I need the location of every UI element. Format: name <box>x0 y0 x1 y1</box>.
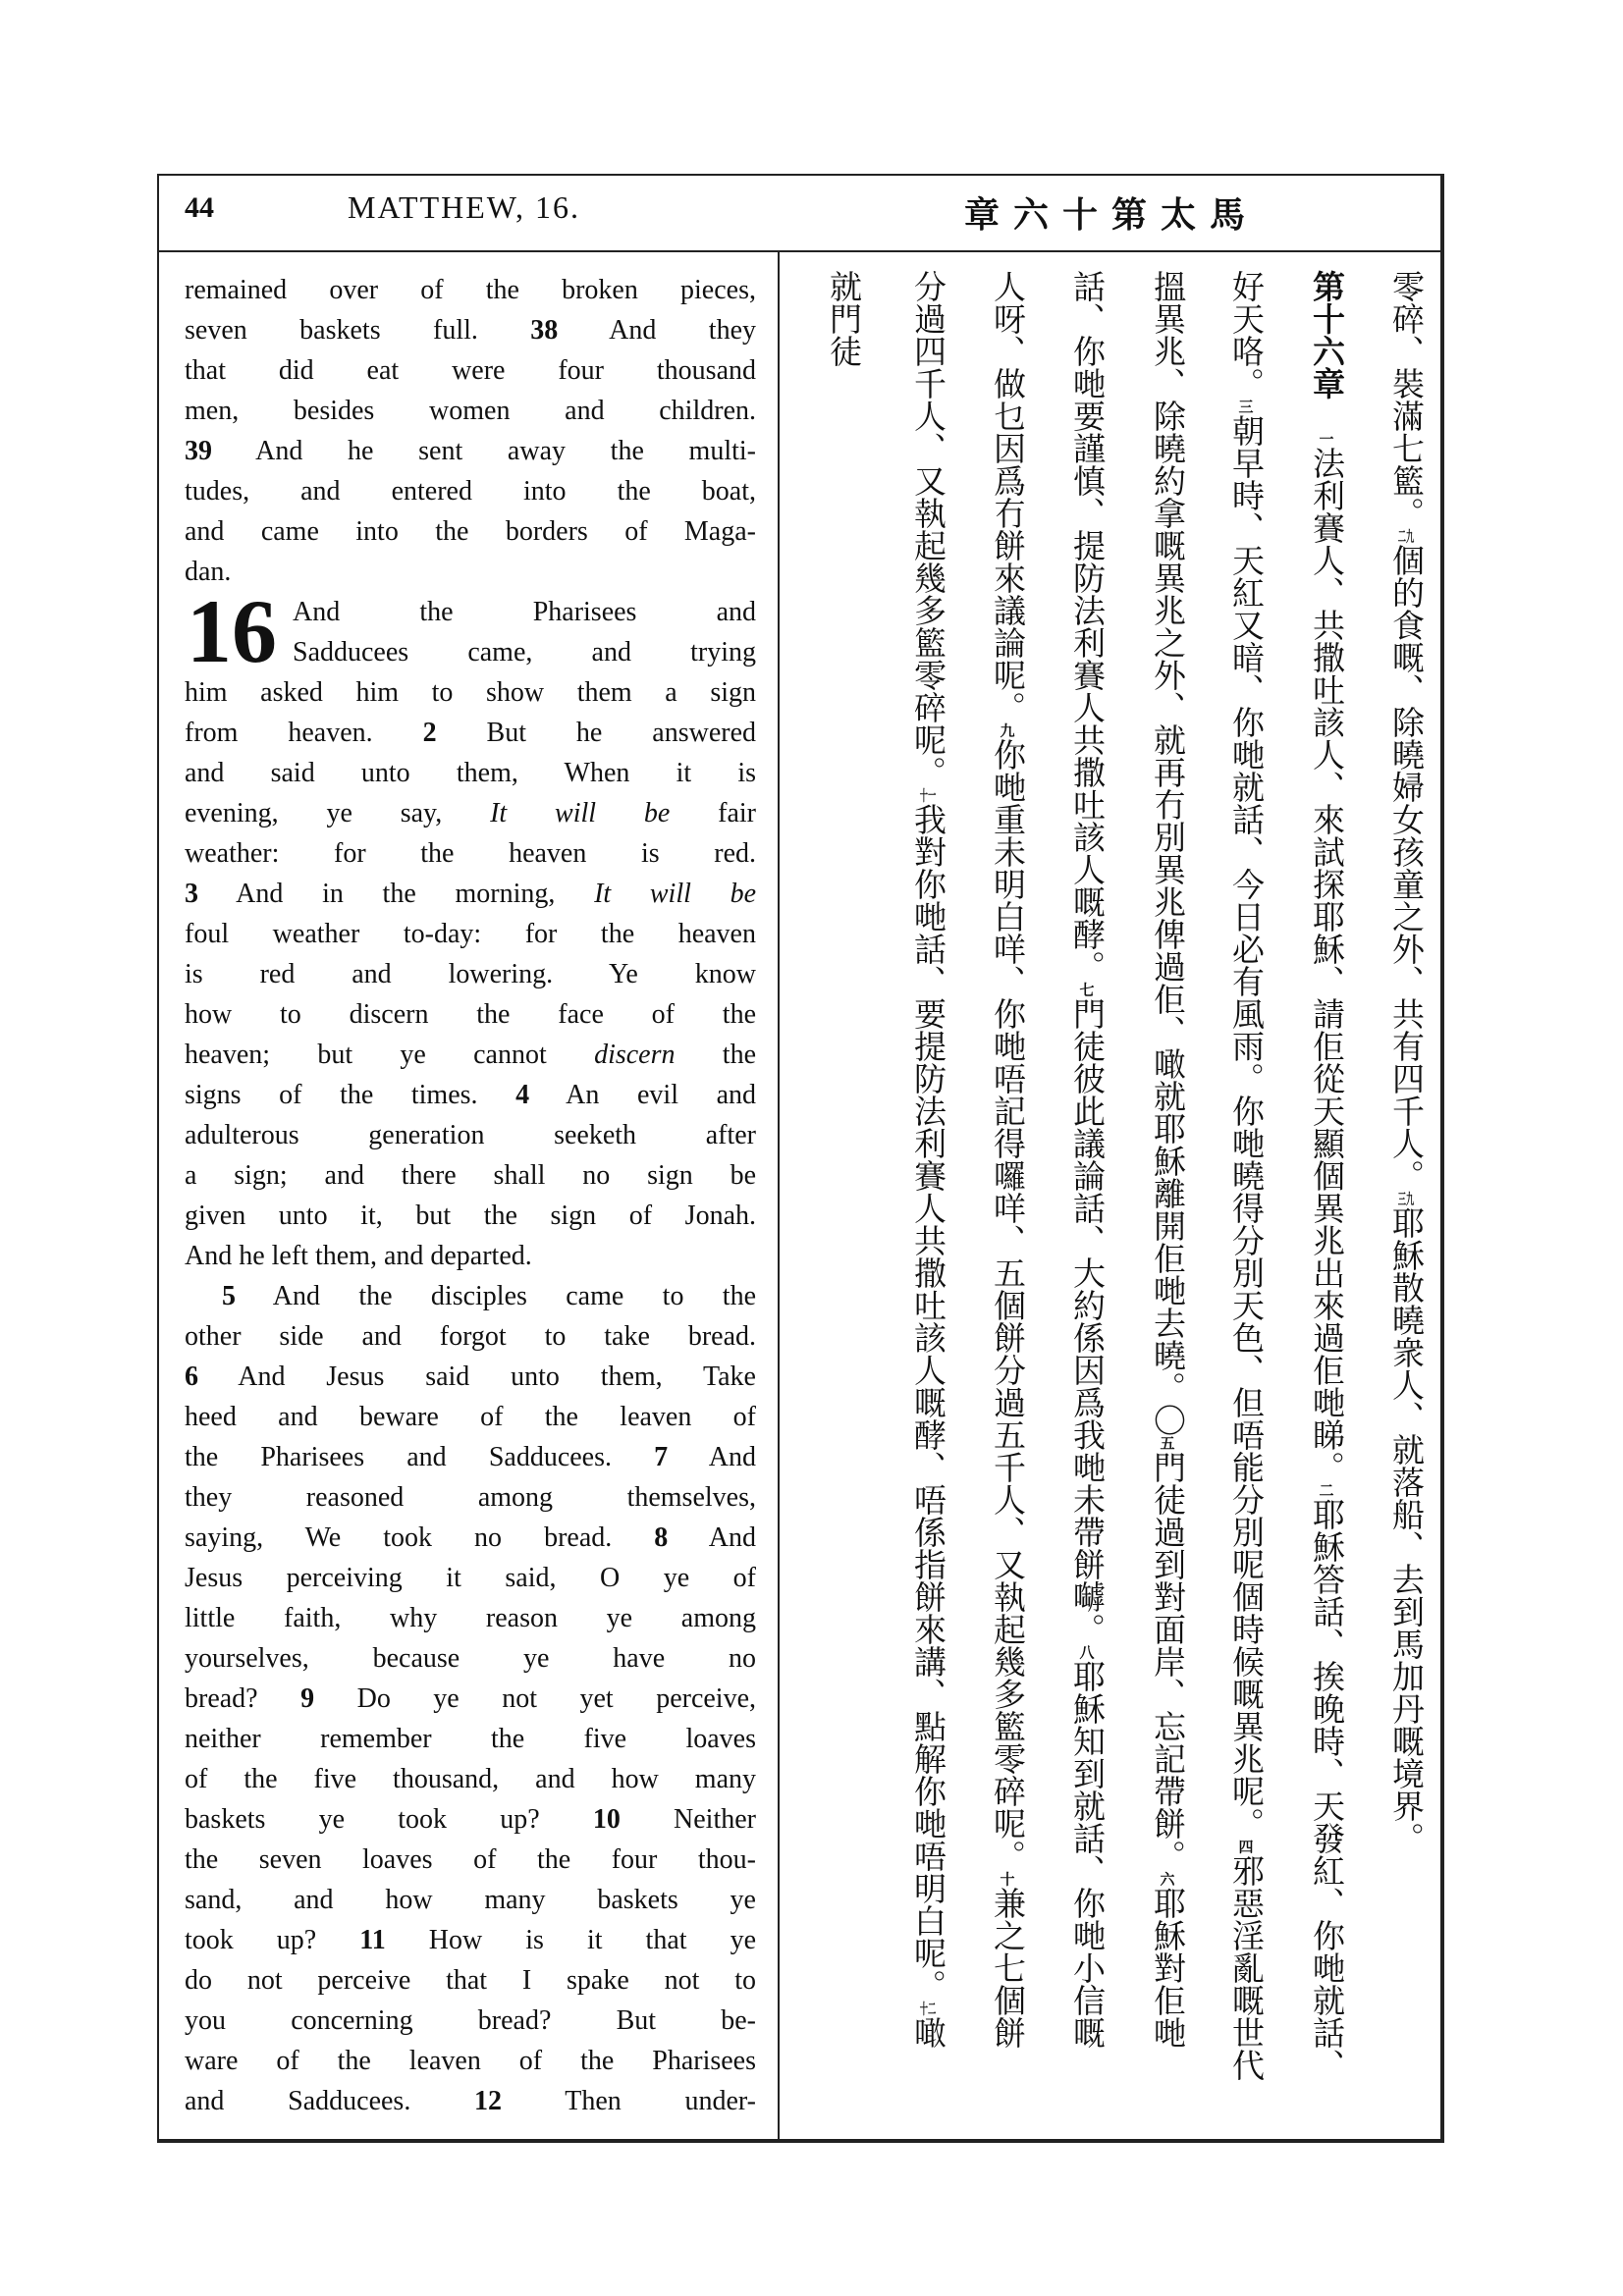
text-segment: 兼之七個餅 <box>989 1887 1027 2049</box>
text-line <box>185 1155 756 1196</box>
verse-number: 5 <box>222 1281 236 1311</box>
text-line <box>185 1276 756 1316</box>
verse-number: 五 <box>1160 1436 1175 1451</box>
verse-number: 六 <box>1160 1872 1175 1887</box>
chinese-column <box>1377 270 1435 1854</box>
text-segment: other side and forgot to take bread. <box>185 1321 756 1352</box>
chinese-running-title: 馬太第十六章 <box>964 195 1260 236</box>
text-segment: weather: for the heaven is red. <box>185 838 756 869</box>
text-segment: evening, ye say, <box>185 798 491 828</box>
text-segment: 好天咯。 <box>1227 270 1266 400</box>
text-segment: the <box>675 1040 756 1070</box>
text-segment: 邪惡淫亂嘅世代 <box>1227 1854 1266 2081</box>
text-segment: 我對你哋話、要提防法利賽人共撒吐該人嘅酵、唔係指餅來講、點解你哋唔明白呢。 <box>909 803 947 2002</box>
text-line <box>185 833 756 874</box>
text-segment: neither remember the five loaves <box>185 1724 756 1754</box>
text-segment: bread? <box>185 1683 301 1714</box>
verse-number: 38 <box>530 315 559 346</box>
english-text-column <box>185 270 756 2121</box>
text-line <box>185 1437 756 1477</box>
text-segment: Do ye not yet perceive, <box>314 1683 757 1714</box>
text-segment: him asked him to show them a sign <box>185 677 756 708</box>
text-segment: how to discern the face of the <box>185 999 756 1030</box>
text-segment: Then under- <box>502 2086 756 2116</box>
text-line <box>185 2001 756 2041</box>
text-segment: they reasoned among themselves, <box>185 1482 756 1513</box>
text-line <box>185 994 756 1035</box>
text-line <box>185 1397 756 1437</box>
text-segment: baskets ye took up? <box>185 1804 593 1835</box>
text-segment: and came into the borders of Maga- <box>185 516 756 547</box>
text-segment: And he left them, and departed. <box>185 1241 532 1271</box>
text-segment: little faith, why reason ye among <box>185 1603 756 1633</box>
text-segment: fair <box>670 798 756 828</box>
text-segment: 個的食嘅、除曉婦女孩童之外、共有四千人。 <box>1387 544 1426 1192</box>
text-segment: heed and beware of the leaven of <box>185 1402 756 1432</box>
text-segment: foul weather to-day: for the heaven <box>185 919 756 949</box>
text-line <box>185 793 756 833</box>
text-line <box>185 1477 756 1518</box>
text-segment: 分過四千人、又執起幾多籃零碎呢。 <box>909 270 947 788</box>
text-segment: do not perceive that I spake not to <box>185 1965 756 1996</box>
text-segment: from heaven. <box>185 718 423 748</box>
chinese-column <box>1297 270 1356 2081</box>
text-line <box>185 1035 756 1075</box>
text-segment: remained over of the broken pieces, <box>185 275 756 305</box>
text-line <box>185 713 756 753</box>
text-segment: ware of the leaven of the Pharisees <box>185 2046 756 2076</box>
text-segment: 耶穌答話、挨晚時、天發紅、你哋就話、 <box>1308 1498 1346 2081</box>
verse-number: 12 <box>474 2086 503 2116</box>
chapter-number-dropcap: 16 <box>187 581 277 681</box>
text-segment: 耶穌散曉衆人、就落船、去到馬加丹嘅境界。 <box>1387 1206 1426 1854</box>
chinese-column <box>1138 270 1197 2049</box>
text-line <box>185 471 756 511</box>
text-line <box>185 2081 756 2121</box>
text-segment <box>1308 400 1346 432</box>
english-running-title: MATTHEW, 16. <box>348 189 581 225</box>
text-line <box>185 350 756 391</box>
chinese-column <box>978 270 1037 2049</box>
text-line <box>185 1960 756 2001</box>
text-segment: Sadducees came, and trying <box>293 637 756 667</box>
text-segment: the Pharisees and Sadducees. <box>185 1442 655 1472</box>
text-segment: 法利賽人、共撒吐該人、來試探耶穌、請佢從天顯個異兆出來過佢哋睇。 <box>1308 447 1346 1483</box>
text-segment: a sign; and there shall no sign be <box>185 1160 756 1191</box>
column-divider <box>778 250 780 2139</box>
text-segment: It will be <box>594 879 757 909</box>
verse-number: 二 <box>1319 1483 1334 1498</box>
text-line <box>185 1518 756 1558</box>
text-line <box>185 1719 756 1759</box>
text-segment: And the Pharisees and <box>293 597 756 627</box>
verse-number: 八 <box>1079 1645 1095 1660</box>
text-segment: And they <box>558 315 756 346</box>
text-segment: 話、你哋要謹慎、提防法利賽人共撒吐該人嘅酵。 <box>1068 270 1107 983</box>
text-segment: 你哋重未明白咩、你哋唔記得囉咩、五個餅分過五千人、又執起幾多籃零碎呢。 <box>989 738 1027 1872</box>
chinese-column <box>1217 270 1275 2081</box>
text-segment: 零碎、裝滿七籃。 <box>1387 270 1426 529</box>
text-segment: signs of the times. <box>185 1080 516 1110</box>
text-segment: and said unto them, When it is <box>185 758 756 788</box>
text-segment: dan. <box>185 557 232 587</box>
verse-number: 8 <box>654 1522 669 1553</box>
text-line <box>185 753 756 793</box>
verse-number: 7 <box>654 1442 669 1472</box>
text-line <box>185 1840 756 1880</box>
verse-number: 4 <box>515 1080 530 1110</box>
text-segment: men, besides women and children. <box>185 396 756 426</box>
text-segment: the seven loaves of the four thou- <box>185 1844 756 1875</box>
verse-number: 39 <box>185 436 212 466</box>
text-segment: 門徒彼此議論話、大約係因爲我哋未帶餅嚹。 <box>1068 997 1107 1645</box>
text-segment: heaven; but ye cannot <box>185 1040 595 1070</box>
page-number: 44 <box>185 191 214 224</box>
text-segment: 噉 <box>909 2016 947 2049</box>
text-segment: And the disciples came to the <box>236 1281 756 1311</box>
chinese-column <box>814 270 873 367</box>
text-segment: 就門徒 <box>825 270 863 367</box>
verse-number: 11 <box>359 1925 386 1955</box>
text-segment: took up? <box>185 1925 360 1955</box>
text-segment: 人呀、做乜因爲冇餅來議論呢。 <box>989 270 1027 723</box>
text-segment: And Jesus said unto them, Take <box>198 1362 756 1392</box>
text-line <box>185 1638 756 1679</box>
verse-number: 6 <box>185 1362 198 1392</box>
text-line <box>185 310 756 350</box>
chinese-column <box>898 270 957 2049</box>
verse-number: 二九 <box>1397 529 1415 544</box>
text-segment: seven baskets full. <box>185 315 531 346</box>
text-line <box>185 1759 756 1799</box>
text-segment: Jesus perceiving it said, O ye of <box>185 1563 756 1593</box>
chinese-column <box>1057 270 1116 2049</box>
text-segment: An evil and <box>529 1080 757 1110</box>
verse-number: 十二 <box>919 2002 937 2016</box>
text-segment: And he sent away the multi- <box>212 436 756 466</box>
text-line <box>185 2041 756 2081</box>
text-line <box>185 1799 756 1840</box>
text-line <box>185 1920 756 1960</box>
text-line <box>185 1316 756 1357</box>
text-segment: and Sadducees. <box>185 2086 475 2116</box>
text-line <box>185 954 756 994</box>
verse-number: 三 <box>1238 400 1254 414</box>
text-segment: Neither <box>620 1804 756 1835</box>
verse-number: 三九 <box>1397 1192 1415 1206</box>
text-segment: sand, and how many baskets ye <box>185 1885 756 1915</box>
text-segment: And <box>668 1522 756 1553</box>
text-segment: saying, We took no bread. <box>185 1522 655 1553</box>
verse-number: 10 <box>592 1804 621 1835</box>
verse-number: 四 <box>1238 1840 1254 1854</box>
text-segment: yourselves, because ye have no <box>185 1643 756 1674</box>
chapter-heading: 第十六章 <box>1308 270 1346 400</box>
chinese-text-column <box>787 270 1435 2125</box>
english-lines <box>185 270 756 2121</box>
text-segment: But he answered <box>436 718 757 748</box>
text-line <box>185 1598 756 1638</box>
text-line <box>185 1075 756 1115</box>
text-segment: given unto it, but the sign of Jonah. <box>185 1201 756 1231</box>
text-line <box>185 1558 756 1598</box>
text-segment: 耶穌知到就話、你哋小信嘅 <box>1068 1660 1107 2049</box>
text-line <box>185 391 756 431</box>
text-line <box>185 511 756 552</box>
verse-number: 2 <box>422 718 437 748</box>
text-segment: 朝早時、天紅又暗、你哋就話、今日必有風雨。你哋曉得分別天色、但唔能分別呢個時候嘅異兆呢。 <box>1227 414 1266 1840</box>
text-segment: discern <box>594 1040 676 1070</box>
text-segment: It will be <box>490 798 671 828</box>
text-segment: is red and lowering. Ye know <box>185 959 756 989</box>
verse-number: 一 <box>1319 432 1334 447</box>
verse-number: 十一 <box>919 788 937 803</box>
verse-number: 九 <box>1000 723 1015 738</box>
verse-number: 3 <box>185 879 198 909</box>
text-segment: 搵異兆、除曉約拿嘅異兆之外、就再冇別異兆俾過佢、噉就耶穌離開佢哋去曉。〇 <box>1149 270 1187 1436</box>
text-line <box>185 1115 756 1155</box>
text-line <box>185 1196 756 1236</box>
text-line <box>185 1236 756 1276</box>
page-header <box>159 176 1440 252</box>
text-line <box>185 1679 756 1719</box>
page-frame <box>157 174 1444 2143</box>
text-line <box>185 874 756 914</box>
text-segment: of the five thousand, and how many <box>185 1764 756 1794</box>
text-line <box>185 431 756 471</box>
text-segment: that did eat were four thousand <box>185 355 756 386</box>
text-line <box>185 1357 756 1397</box>
text-segment: How is it that ye <box>385 1925 756 1955</box>
text-line <box>185 1880 756 1920</box>
text-line <box>185 270 756 310</box>
verse-number: 十 <box>1000 1872 1015 1887</box>
text-segment: 耶穌對佢哋 <box>1149 1887 1187 2049</box>
verse-number: 七 <box>1079 983 1095 997</box>
text-segment: And <box>668 1442 756 1472</box>
text-segment: 門徒過到對面岸、忘記帶餅。 <box>1149 1451 1187 1872</box>
text-line <box>185 914 756 954</box>
text-segment: And in the morning, <box>198 879 595 909</box>
text-segment: tudes, and entered into the boat, <box>185 476 756 507</box>
text-segment: you concerning bread? But be- <box>185 2005 756 2036</box>
text-segment: adulterous generation seeketh after <box>185 1120 756 1150</box>
verse-number: 9 <box>300 1683 315 1714</box>
